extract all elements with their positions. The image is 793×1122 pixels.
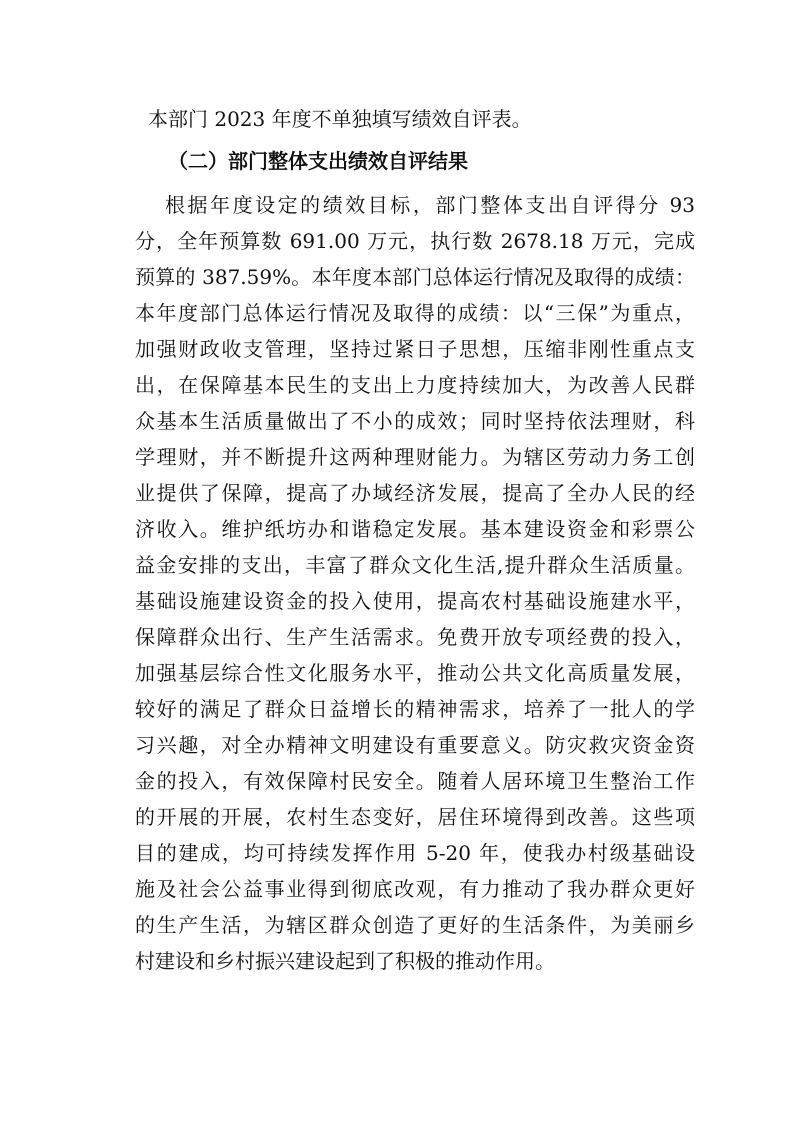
paragraph-line: 加强财政收支管理，坚持过紧日子思想，压缩非刚性重点支 (135, 337, 695, 361)
paragraph-line: 保障群众出行、生产生活需求。免费开放专项经费的投入， (135, 625, 695, 649)
section-heading: （二）部门整体支出绩效自评结果 (168, 149, 468, 173)
paragraph-line: 本年度部门总体运行情况及取得的成绩：以“三保”为重点， (135, 301, 695, 325)
paragraph-line: 出，在保障基本民生的支出上力度持续加大，为改善人民群 (135, 373, 695, 397)
paragraph-line: 分，全年预算数 691.00 万元，执行数 2678.18 万元，完成 (135, 229, 695, 253)
paragraph-line: 的生产生活，为辖区群众创造了更好的生活条件，为美丽乡 (135, 913, 695, 937)
paragraph-line: 益金安排的支出，丰富了群众文化生活,提升群众生活质量。 (135, 553, 695, 577)
paragraph-line: 金的投入，有效保障村民安全。随着人居环境卫生整治工作 (135, 769, 695, 793)
paragraph-line: 的开展的开展，农村生态变好，居住环境得到改善。这些项 (135, 805, 695, 829)
paragraph-line: 施及社会公益事业得到彻底改观，有力推动了我办群众更好 (135, 877, 695, 901)
paragraph-line: 习兴趣，对全办精神文明建设有重要意义。防灾救灾资金资 (135, 733, 695, 757)
paragraph-line: 学理财，并不断提升这两种理财能力。为辖区劳动力务工创 (135, 445, 695, 469)
paragraph-line: 众基本生活质量做出了不小的成效；同时坚持依法理财，科 (135, 409, 695, 433)
paragraph-line: 济收入。维护纸坊办和谐稳定发展。基本建设资金和彩票公 (135, 517, 695, 541)
paragraph-line: 根据年度设定的绩效目标，部门整体支出自评得分 93 (165, 193, 695, 217)
paragraph-line: 村建设和乡村振兴建设起到了积极的推动作用。 (135, 949, 555, 973)
paragraph-line: 目的建成，均可持续发挥作用 5-20 年，使我办村级基础设 (135, 841, 695, 865)
intro-line: 本部门 2023 年度不单独填写绩效自评表。 (148, 107, 532, 131)
paragraph-line: 基础设施建设资金的投入使用，提高农村基础设施建水平， (135, 589, 695, 613)
paragraph-line: 加强基层综合性文化服务水平，推动公共文化高质量发展， (135, 661, 695, 685)
paragraph-line: 较好的满足了群众日益增长的精神需求，培养了一批人的学 (135, 697, 695, 721)
paragraph-line: 业提供了保障，提高了办域经济发展，提高了全办人民的经 (135, 481, 695, 505)
paragraph-line: 预算的 387.59%。本年度本部门总体运行情况及取得的成绩： (135, 265, 695, 289)
